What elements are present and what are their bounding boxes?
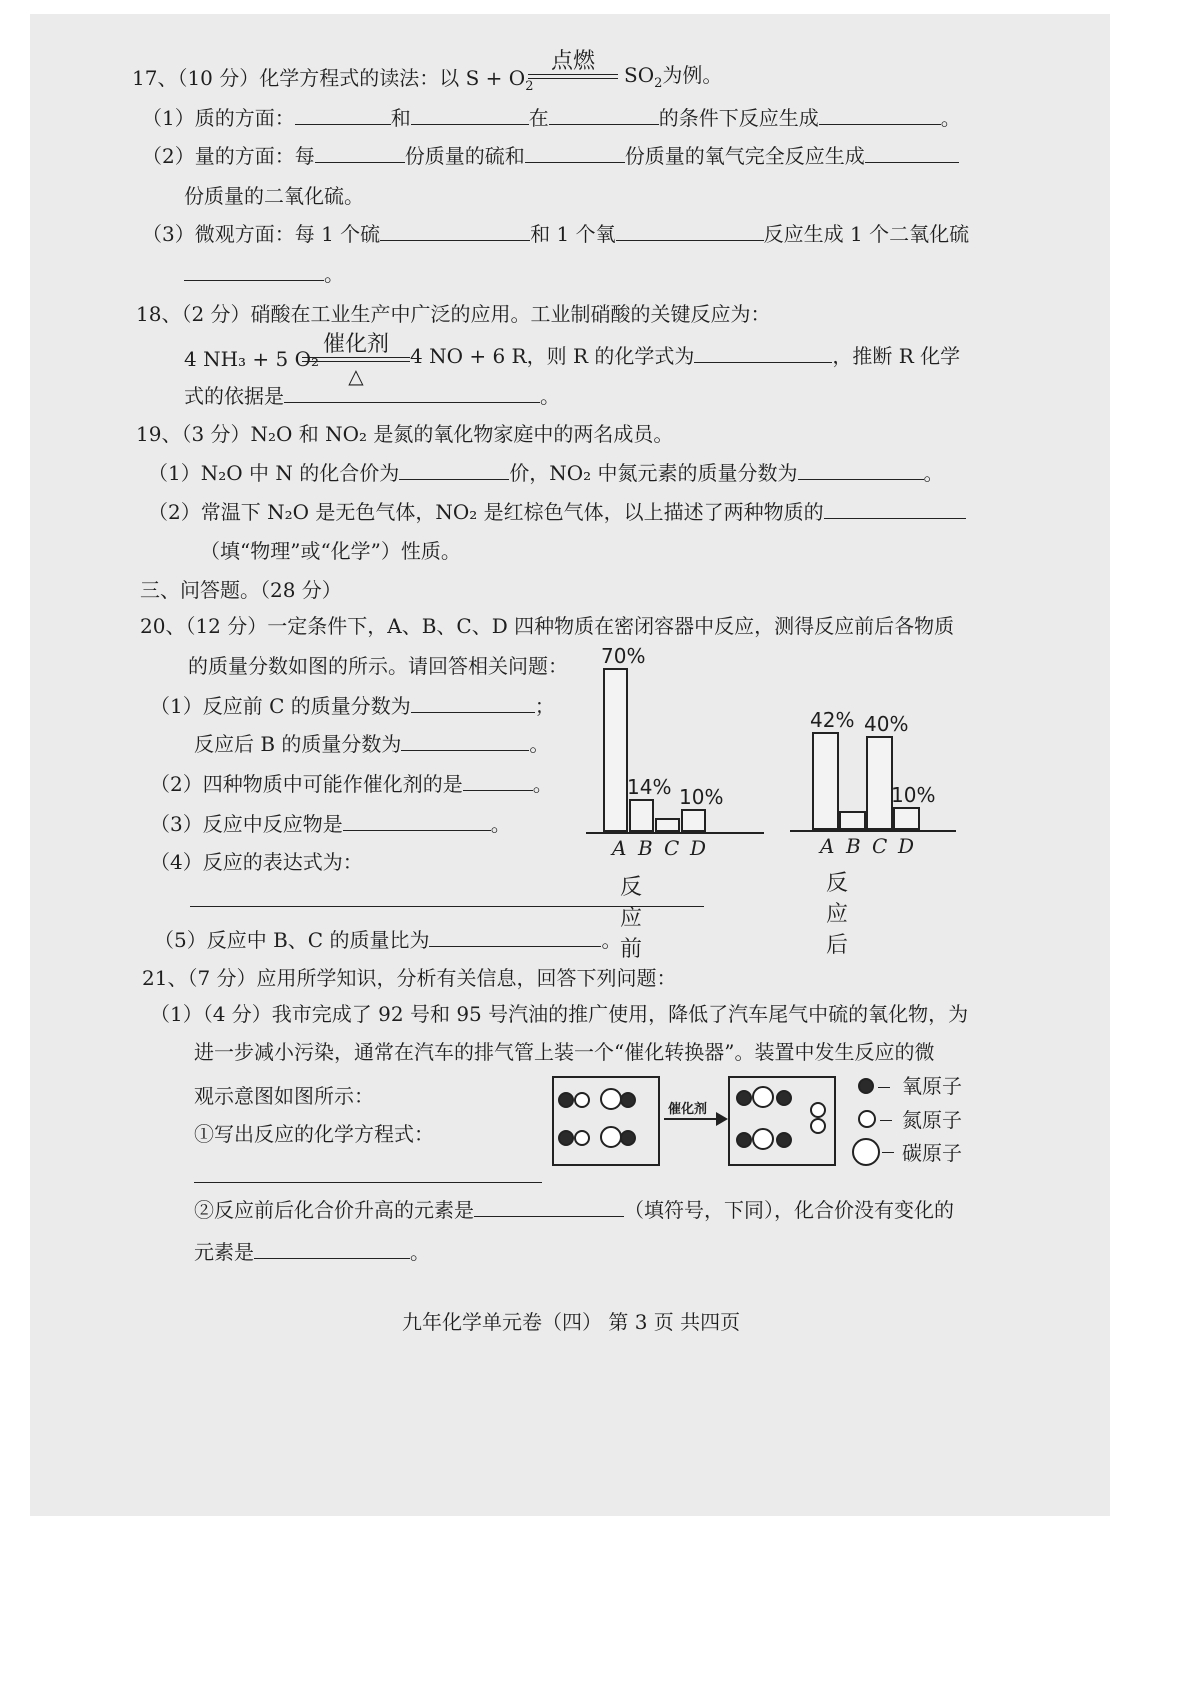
products-box <box>728 1076 836 1166</box>
q17-tail <box>624 63 722 96</box>
chart-title: 反应前 <box>620 875 643 962</box>
q17-p1-and: 和 <box>390 106 411 130</box>
q21-part2-line2 <box>194 1240 430 1264</box>
chart-data-label: 10% <box>679 784 724 809</box>
answer-blank[interactable] <box>694 344 832 363</box>
q18-eq-right <box>410 344 960 368</box>
answer-blank[interactable] <box>399 461 509 480</box>
q17-part3 <box>142 222 969 246</box>
oxygen-atom <box>776 1132 792 1148</box>
q20-part4: （4）反应的表达式为： <box>150 850 363 874</box>
answer-blank[interactable] <box>525 144 625 163</box>
q17-p1-end: 。 <box>940 106 961 130</box>
chart-data-label: 10% <box>891 782 936 807</box>
legend-dash <box>878 1087 890 1088</box>
answer-blank[interactable] <box>616 222 764 241</box>
q17-p3-so2: 反应生成 1 个二氧化硫 <box>763 222 970 246</box>
o2-subscript: 2 <box>525 79 534 94</box>
q18-condition-top: 催化剂 <box>322 332 389 357</box>
q18-condition-bottom: △ <box>348 364 364 388</box>
q20-p5-label: （5）反应中 B、C 的质量比为 <box>154 928 430 952</box>
q21-p1-line3: 观示意图如图所示： <box>194 1084 374 1108</box>
answer-blank[interactable] <box>549 106 659 125</box>
q19-p1-label: （1）N₂O 中 N 的化合价为 <box>148 461 400 485</box>
q20-p2-label: （2）四种物质中可能作催化剂的是 <box>150 772 463 796</box>
q19-part2-line2: （填“物理”或“化学”）性质。 <box>200 539 461 563</box>
q20-p1b-end: 。 <box>529 732 550 756</box>
nitrogen-legend-icon <box>858 1110 876 1128</box>
answer-blank[interactable] <box>380 222 530 241</box>
catalyst-label: 催化剂 <box>668 1102 708 1117</box>
oxygen-atom <box>776 1090 792 1106</box>
nitrogen-atom <box>810 1102 826 1118</box>
q20-p3-label: （3）反应中反应物是 <box>150 812 343 836</box>
q20-p1-semi: ； <box>534 694 555 718</box>
q21-head: 21、（7 分）应用所学知识，分析有关信息，回答下列问题： <box>142 966 677 990</box>
chart-bar-d <box>681 809 706 832</box>
q21-p2-end: 。 <box>410 1240 430 1264</box>
reaction-arrow-head <box>716 1112 728 1126</box>
q20-line2: 的质量分数如图的所示。请回答相关问题： <box>188 654 568 678</box>
oxygen-atom <box>620 1092 636 1108</box>
answer-blank[interactable] <box>819 106 941 125</box>
chart-data-label: 70% <box>601 644 646 668</box>
answer-blank[interactable] <box>343 812 491 831</box>
q17-head-text: 17、（10 分）化学方程式的读法：以 S + O <box>132 66 526 90</box>
q17-p2-sulfur: 份质量的硫和 <box>404 144 525 168</box>
carbon-atom <box>752 1086 774 1108</box>
q20-part1b <box>194 732 549 756</box>
answer-blank[interactable] <box>865 144 959 163</box>
oxygen-atom <box>558 1092 574 1108</box>
q21-p1-line4: ①写出反应的化学方程式： <box>194 1122 434 1146</box>
so2-subscript: 2 <box>654 76 663 91</box>
q17-so2: SO <box>624 63 655 87</box>
chart-category-label: D <box>898 834 915 858</box>
chart-bar-b <box>629 799 654 832</box>
answer-blank[interactable] <box>184 262 324 281</box>
q18-after-blank: ，推断 R 化学 <box>832 344 961 368</box>
carbon-legend-icon <box>852 1138 880 1166</box>
q18-eq-left: 4 NH₃ + 5 O₂ <box>184 347 320 371</box>
oxygen-legend-icon <box>858 1078 874 1094</box>
q17-p1-cond: 的条件下反应生成 <box>658 106 819 130</box>
answer-line[interactable] <box>194 1164 542 1183</box>
chart-category-label: D <box>690 836 707 860</box>
q17-part3-line2 <box>184 262 344 286</box>
answer-blank[interactable] <box>295 106 391 125</box>
chart-axis <box>790 830 956 832</box>
answer-blank[interactable] <box>474 1198 624 1217</box>
chart-category-label: C <box>872 834 888 858</box>
legend-oxygen: 氧原子 <box>902 1074 962 1098</box>
legend-dash <box>882 1152 894 1153</box>
q19-part1 <box>148 461 944 485</box>
oxygen-atom <box>620 1130 636 1146</box>
q19-head: 19、（3 分）N₂O 和 NO₂ 是氮的氧化物家庭中的两名成员。 <box>136 422 674 446</box>
chart-bar-d <box>893 807 920 830</box>
chart-bar-c <box>866 736 893 830</box>
answer-blank[interactable] <box>798 461 924 480</box>
section-heading: 三、问答题。（28 分） <box>140 578 342 602</box>
q17-condition: 点燃 <box>550 49 595 74</box>
nitrogen-atom <box>574 1092 590 1108</box>
q17-p1-at: 在 <box>528 106 549 130</box>
q17-p3-oxygen: 和 1 个氧 <box>530 222 616 246</box>
q18-eq-right-text: 4 NO + 6 R，则 R 的化学式为 <box>410 344 695 368</box>
chart-title: 反应后 <box>826 871 849 958</box>
nitrogen-atom <box>810 1118 826 1134</box>
reactants-box <box>552 1076 660 1166</box>
chart-category-label: B <box>638 836 653 860</box>
q18-end: 。 <box>540 384 560 408</box>
q19-part2 <box>148 500 966 524</box>
answer-blank[interactable] <box>315 144 405 163</box>
q20-part3 <box>150 812 511 836</box>
reaction-arrow <box>664 1118 720 1120</box>
q18-basis-label: 式的依据是 <box>184 384 284 408</box>
q20-part5 <box>154 928 621 952</box>
q17-p1-label: （1）质的方面： <box>142 106 295 130</box>
answer-blank[interactable] <box>411 106 529 125</box>
legend-nitrogen: 氮原子 <box>902 1108 962 1132</box>
q17-p2-oxygen: 份质量的氧气完全反应生成 <box>624 144 865 168</box>
oxygen-atom <box>558 1130 574 1146</box>
q21-p1-line2: 进一步减小污染，通常在汽车的排气管上装一个“催化转换器”。装置中发生反应的微 <box>194 1040 935 1064</box>
chart-axis <box>586 832 764 834</box>
carbon-atom <box>600 1088 622 1110</box>
q20-p1b-label: 反应后 B 的质量分数为 <box>194 732 402 756</box>
nitrogen-atom <box>574 1130 590 1146</box>
q20-part1 <box>150 694 555 718</box>
q20-p1-label: （1）反应前 C 的质量分数为 <box>150 694 411 718</box>
q21-p1-line1: （1）（4 分）我市完成了 92 号和 95 号汽油的推广使用，降低了汽车尾气中硫的氧化物，为 <box>150 1002 969 1026</box>
q21-p2-label: ②反应前后化合价升高的元素是 <box>194 1198 474 1222</box>
chart-category-label: C <box>664 836 680 860</box>
q17-tail-text: 为例。 <box>662 63 723 87</box>
q21-p2-line2-label: 元素是 <box>194 1240 254 1264</box>
chart-category-label: B <box>846 834 861 858</box>
answer-blank[interactable] <box>284 384 540 403</box>
chart-bar-b <box>839 811 866 830</box>
q17-p3-end: 。 <box>324 262 344 286</box>
q17-equals-sign <box>528 74 618 79</box>
chart-bar-a <box>812 732 839 830</box>
chart-category-label: A <box>820 834 835 858</box>
answer-blank[interactable] <box>411 694 535 713</box>
q17-part2 <box>142 144 959 168</box>
chart-bar-a <box>603 668 628 832</box>
q19-p1-end: 。 <box>923 461 944 485</box>
q17-head <box>132 66 533 99</box>
q18-equals-sign <box>302 357 410 362</box>
chart-bar-c <box>655 818 680 832</box>
q17-part2-line2: 份质量的二氧化硫。 <box>184 184 364 208</box>
answer-blank[interactable] <box>401 732 529 751</box>
q20-part2 <box>150 772 553 796</box>
chart-data-label: 40% <box>864 712 909 737</box>
oxygen-atom <box>736 1090 752 1106</box>
answer-blank[interactable] <box>254 1240 410 1259</box>
q20-p2-end: 。 <box>532 772 553 796</box>
page-footer: 九年化学单元卷（四） 第 3 页 共四页 <box>402 1310 741 1334</box>
q21-p2-mid: （填符号，下同），化合价没有变化的 <box>624 1198 954 1222</box>
q19-p1-mid: 价，NO₂ 中氮元素的质量分数为 <box>509 461 798 485</box>
answer-blank[interactable] <box>429 928 601 947</box>
carbon-atom <box>752 1128 774 1150</box>
answer-blank[interactable] <box>824 500 966 519</box>
q17-p2-label: （2）量的方面：每 <box>142 144 315 168</box>
q20-p5-end: 。 <box>601 928 622 952</box>
answer-blank[interactable] <box>463 772 533 791</box>
q19-p2-label: （2）常温下 N₂O 是无色气体，NO₂ 是红棕色气体，以上描述了两种物质的 <box>148 500 824 524</box>
q18-head: 18、（2 分）硝酸在工业生产中广泛的应用。工业制硝酸的关键反应为： <box>136 302 771 326</box>
oxygen-atom <box>736 1132 752 1148</box>
legend-dash <box>880 1120 892 1121</box>
legend-carbon: 碳原子 <box>902 1141 962 1165</box>
q18-line2 <box>184 384 560 408</box>
q20-p3-end: 。 <box>490 812 511 836</box>
carbon-atom <box>600 1126 622 1148</box>
chart-category-label: A <box>612 836 627 860</box>
q21-part2 <box>194 1198 954 1222</box>
chart-data-label: 42% <box>810 707 855 732</box>
q17-p3-label: （3）微观方面：每 1 个硫 <box>142 222 381 246</box>
q20-head: 20、（12 分）一定条件下，A、B、C、D 四种物质在密闭容器中反应，测得反应前后各物质 <box>140 614 955 638</box>
chart-data-label: 14% <box>627 775 672 800</box>
q17-part1 <box>142 106 961 130</box>
